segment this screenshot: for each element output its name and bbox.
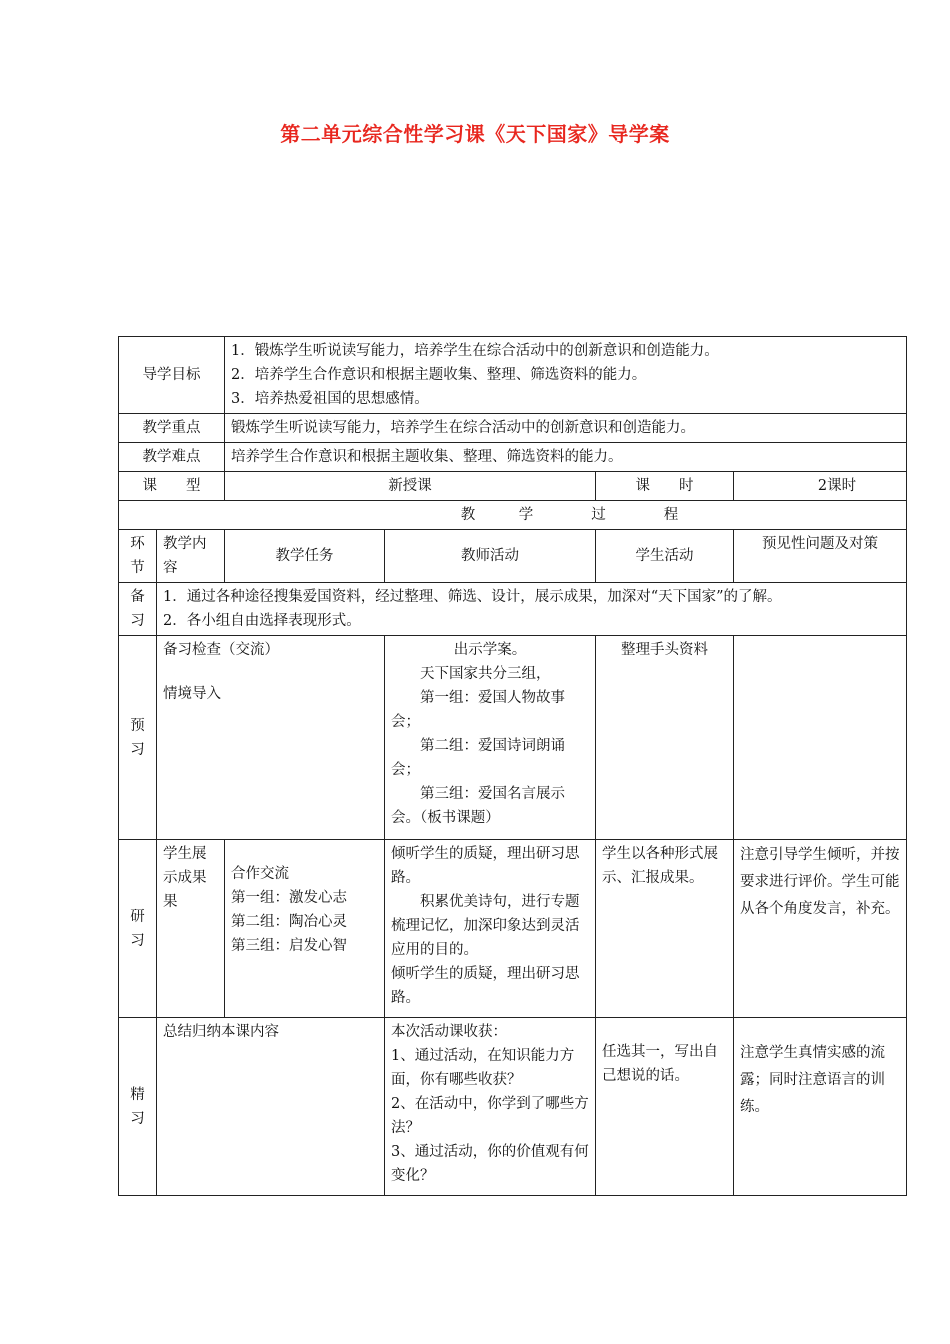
hours-value: 2课时: [734, 472, 907, 501]
yanxi-teacher-line: 积累优美诗句，进行专题梳理记忆，加深印象达到灵活应用的目的。: [391, 894, 580, 958]
yanxi-student: 学生以各种形式展示、汇报成果。: [596, 840, 734, 1018]
yuxi-teacher-line: 第二组：爱国诗词朗诵会；: [391, 738, 566, 778]
difficulty-row: [119, 443, 907, 472]
jingxi-teacher-line: 本次活动课收获：: [391, 1024, 508, 1040]
jingxi-teacher-line: 1、通过活动，在知识能力方面，你有哪些收获？: [391, 1048, 575, 1088]
col-teacher: 教师活动: [385, 530, 596, 583]
yuxi-strategy: [734, 636, 907, 840]
difficulty-label: 教学难点: [119, 443, 225, 472]
goal-item: 3．培养热爱祖国的思想感情。: [231, 391, 429, 407]
yanxi-task: [225, 840, 385, 1018]
beixi-content: [157, 583, 907, 636]
beixi-line: 1．通过各种途径搜集爱国资料，经过整理、筛选、设计，展示成果，加深对“天下国家”的了解。: [163, 589, 782, 605]
yuxi-teacher-line: 天下国家共分三组，: [420, 666, 551, 682]
yuxi-student: 整理手头资料: [596, 636, 734, 840]
yanxi-task-line: 第一组：激发心志: [231, 890, 348, 906]
yuxi-row: [119, 636, 907, 840]
focus-label: 教学重点: [119, 414, 225, 443]
beixi-stage: 备习: [119, 583, 157, 636]
yanxi-teacher-line: 倾听学生的质疑，理出研习思路。: [391, 846, 580, 886]
yanxi-task-line: 合作交流: [231, 866, 290, 882]
col-strategy: 预见性问题及对策: [734, 530, 907, 583]
difficulty-text: 培养学生合作意识和根据主题收集、整理、筛选资料的能力。: [225, 443, 907, 472]
yanxi-stage: 研习: [119, 840, 157, 1018]
yuxi-content: [157, 636, 385, 840]
yanxi-teacher-line: 倾听学生的质疑，理出研习思路。: [391, 966, 580, 1006]
focus-text: 锻炼学生听说读写能力，培养学生在综合活动中的创新意识和创造能力。: [225, 414, 907, 443]
column-header-row: [119, 530, 907, 583]
goal-item: 2．培养学生合作意识和根据主题收集、整理、筛选资料的能力。: [231, 367, 647, 383]
jingxi-strategy: 注意学生真情实感的流露；同时注意语言的训练。: [734, 1018, 907, 1196]
col-task: 教学任务: [225, 530, 385, 583]
jingxi-row: [119, 1018, 907, 1196]
yanxi-task-line: 第二组：陶冶心灵: [231, 914, 348, 930]
yanxi-row: [119, 840, 907, 1018]
type-value: 新授课: [225, 472, 596, 501]
hours-label: 课 时: [596, 472, 734, 501]
process-header: 教 学 过 程: [119, 501, 907, 530]
page-title: 第二单元综合性学习课《天下国家》导学案: [280, 122, 670, 146]
yanxi-content: 学生展示成果果: [157, 840, 225, 1018]
type-row: [119, 472, 907, 501]
yuxi-content-line: 备习检查（交流）: [163, 642, 279, 658]
yanxi-task-line: 第三组：启发心智: [231, 938, 348, 954]
goals-label: 导学目标: [119, 337, 225, 414]
goals-row: [119, 337, 907, 414]
lesson-plan-table: [118, 336, 907, 1196]
type-label: 课 型: [119, 472, 225, 501]
jingxi-teacher-line: 3、通过活动，你的价值观有何变化？: [391, 1144, 589, 1184]
yuxi-teacher: [385, 636, 596, 840]
jingxi-teacher: [385, 1018, 596, 1196]
yuxi-teacher-line: 第三组：爱国名言展示会。（板书课题）: [391, 786, 566, 826]
jingxi-student: 任选其一，写出自己想说的话。: [596, 1018, 734, 1196]
goal-item: 1．锻炼学生听说读写能力，培养学生在综合活动中的创新意识和创造能力。: [231, 343, 719, 359]
yanxi-strategy: 注意引导学生倾听，并按要求进行评价。学生可能从各个角度发言，补充。: [734, 840, 907, 1018]
focus-row: [119, 414, 907, 443]
jingxi-content: 总结归纳本课内容: [157, 1018, 385, 1196]
beixi-row: [119, 583, 907, 636]
yuxi-stage: 预习: [119, 636, 157, 840]
col-content: 教学内容: [157, 530, 225, 583]
process-header-row: [119, 501, 907, 530]
beixi-line: 2．各小组自由选择表现形式。: [163, 613, 361, 629]
yanxi-teacher: [385, 840, 596, 1018]
yuxi-teacher-line: 出示学案。: [453, 642, 527, 658]
yuxi-content-line: 情境导入: [163, 686, 221, 702]
yuxi-teacher-line: 第一组：爱国人物故事会；: [391, 690, 566, 730]
jingxi-stage: 精习: [119, 1018, 157, 1196]
col-stage: 环节: [119, 530, 157, 583]
col-student: 学生活动: [596, 530, 734, 583]
goals-list: [225, 337, 907, 414]
jingxi-teacher-line: 2、在活动中，你学到了哪些方法？: [391, 1096, 589, 1136]
